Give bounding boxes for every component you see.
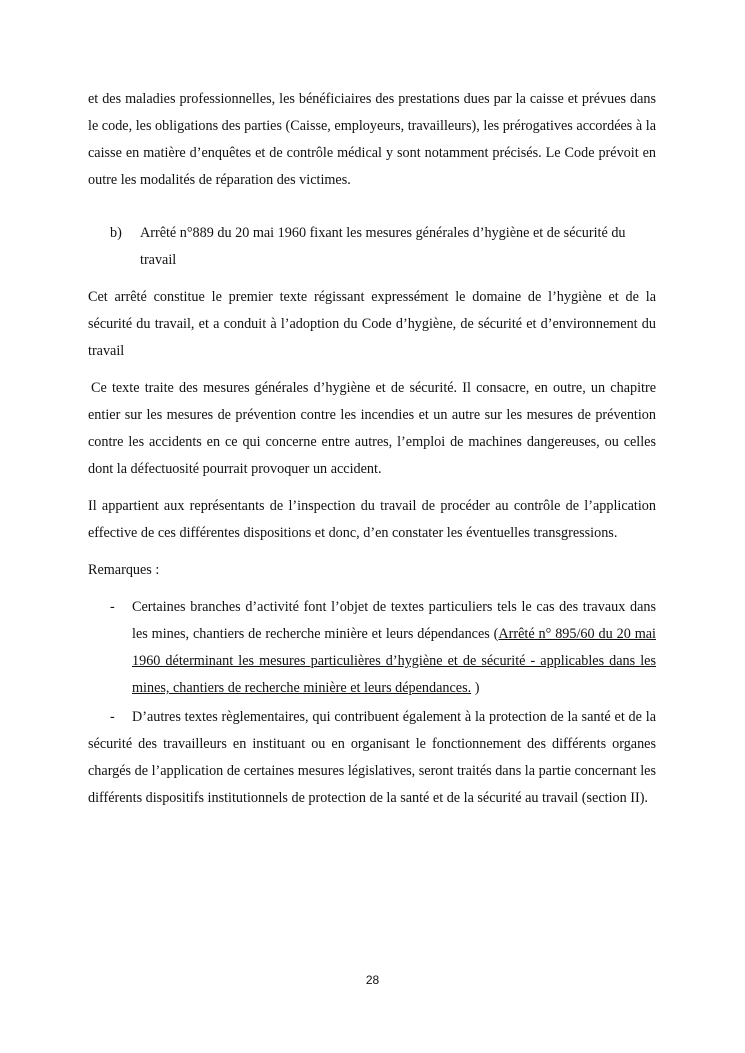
remark-1-dash: - <box>110 599 115 615</box>
remark-1-text <box>132 594 656 702</box>
remark-1-reference-link: Arrêté n° 895/60 du 20 mai 1960 déterminant les mesures particulières d’hygiène et de sécurité - applicables dans les mines, chantiers de recherche minière et leurs dépendances. <box>132 626 656 696</box>
paragraph-content-summary: Ce texte traite des mesures générales d’hygiène et de sécurité. Il consacre, en outre, un chapitre entier sur les mesures de prévention contre les incendies et un autre sur les mesures de prévention contre les accidents en ce qui concerne entre autres, l’emploi de machines dangereuses, ou celles dont la défectuosité pourrait provoquer un accident. <box>88 380 656 477</box>
page-number: 28 <box>365 973 380 987</box>
remark-1-text-before: Certaines branches d’activité font l’objet de textes particuliers tels le cas des travaux dans les mines, chantiers de recherche minière et leurs dépendances ( <box>132 599 656 642</box>
remark-1-text-after: ) <box>471 680 480 696</box>
list-marker-b: b) <box>110 225 122 241</box>
paragraph-inspection: Il appartient aux représentants de l’inspection du travail de procéder au contrôle de l’application effective de ces différentes dispositions et donc, d’en constater les éventuelles transgressions. <box>88 498 656 541</box>
paragraph-arrete-description: Cet arrêté constitue le premier texte régissant expressément le domaine de l’hygiène et de la sécurité du travail, et a conduit à l’adoption du Code d’hygiène, de sécurité et d’environnement du travail <box>88 289 656 359</box>
list-item-b-text: Arrêté n°889 du 20 mai 1960 fixant les mesures générales d’hygiène et de sécurité du travail <box>140 225 626 268</box>
document-page <box>88 86 656 812</box>
remarks-heading: Remarques : <box>88 562 160 578</box>
paragraph-intro: et des maladies professionnelles, les bénéficiaires des prestations dues par la caisse et prévues dans le code, les obligations des parties (Caisse, employeurs, travailleurs), les prérogatives accordées à la caisse en matière d’enquêtes et de contrôle médical y sont notamment précisés. Le Code prévoit en outre les modalités de réparation des victimes. <box>88 91 656 188</box>
remark-item-2 <box>88 704 656 812</box>
remark-2-text: D’autres textes règlementaires, qui contribuent également à la protection de la santé et de la sécurité des travailleurs en instituant ou en organisant le fonctionnement des différents organes chargés de l’application de certaines mesures législatives, seront traités dans la partie concernant les différents dispositifs institutionnels de protection de la santé et de la sécurité au travail (section II). <box>88 709 656 806</box>
list-item-b <box>88 220 656 274</box>
remark-item-1 <box>88 594 656 702</box>
remark-2-dash: - <box>110 709 115 725</box>
